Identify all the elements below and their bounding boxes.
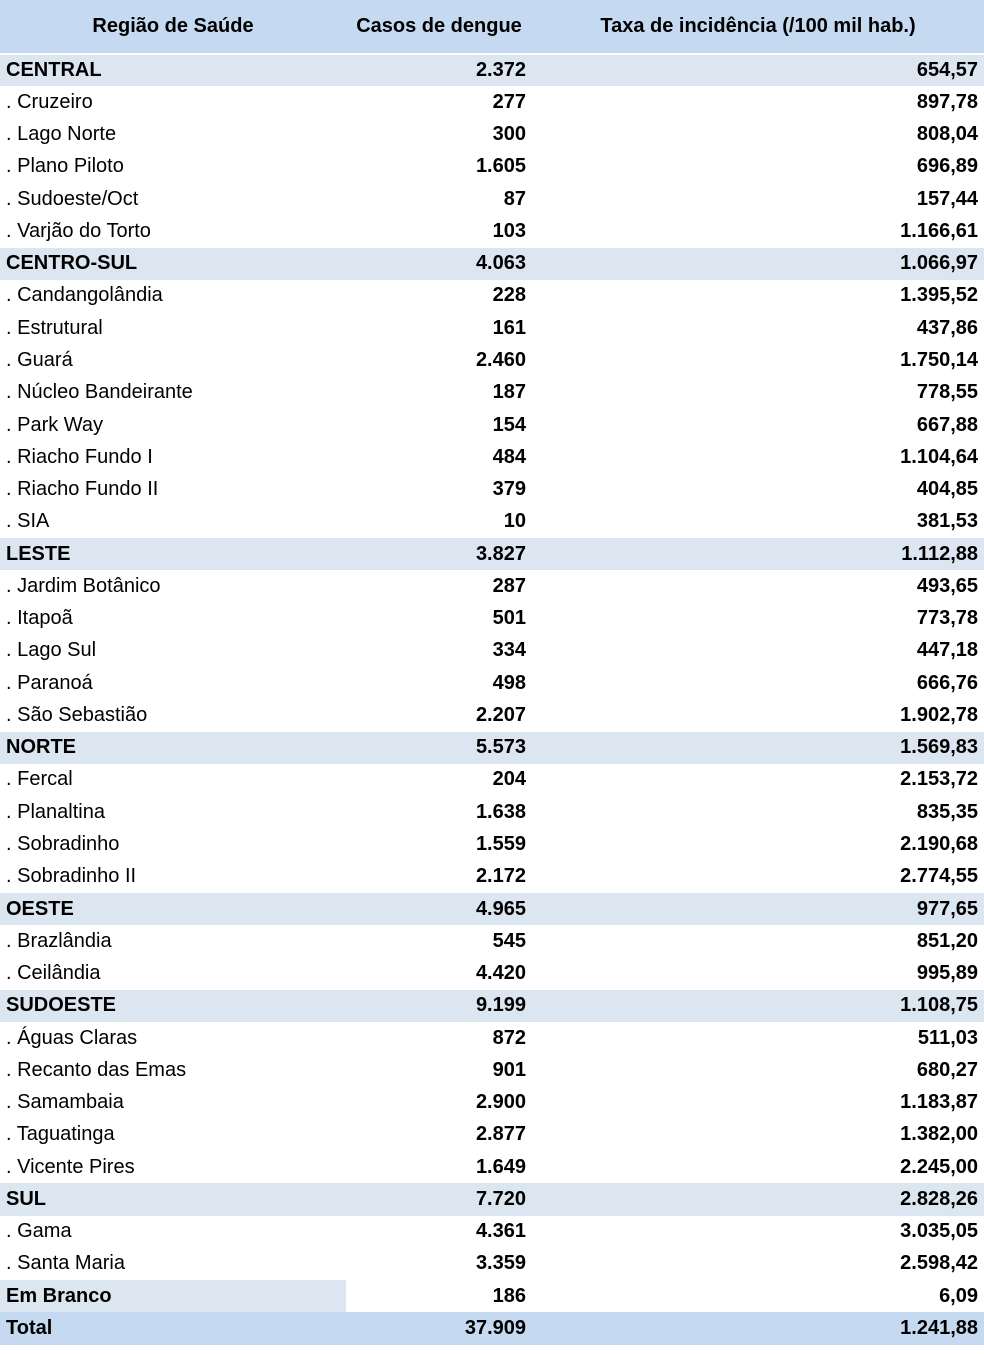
cell-region: CENTRO-SUL <box>6 252 138 275</box>
cell-cases: 5.573 <box>475 736 526 759</box>
table-row <box>0 635 984 667</box>
cell-rate: 437,86 <box>916 316 978 339</box>
cell-rate: 404,85 <box>916 478 978 501</box>
cell-rate: 381,53 <box>916 510 978 533</box>
table-row <box>0 151 984 183</box>
cell-region: SUDOESTE <box>6 994 117 1017</box>
cell-cases: 7.720 <box>475 1187 526 1210</box>
cell-cases: 379 <box>492 478 526 501</box>
cell-region: CENTRAL <box>6 59 102 82</box>
cell-rate: 696,89 <box>916 155 978 178</box>
cell-region: OESTE <box>6 897 74 920</box>
cell-rate: 1.112,88 <box>901 542 978 565</box>
cell-rate: 977,65 <box>916 897 978 920</box>
cell-rate: 157,44 <box>916 187 978 210</box>
cell-cases: 228 <box>492 284 526 307</box>
header-rate: Taxa de incidência (/100 mil hab.) <box>532 0 984 54</box>
cell-rate: 654,57 <box>916 59 978 82</box>
cell-region: SUL <box>6 1187 46 1210</box>
cell-cases: 2.172 <box>475 865 526 888</box>
cell-rate: 995,89 <box>916 962 978 985</box>
table-row <box>0 86 984 118</box>
cell-region: . Cruzeiro <box>6 90 93 113</box>
cell-cases: 161 <box>492 316 526 339</box>
table-row <box>0 377 984 409</box>
header-region: Região de Saúde <box>0 0 346 54</box>
cell-cases: 103 <box>492 219 526 242</box>
table-row <box>0 603 984 635</box>
cell-region: . Paranoá <box>6 671 93 694</box>
cell-cases: 501 <box>492 607 526 630</box>
cell-region: . Gama <box>6 1220 72 1243</box>
table-row <box>0 473 984 505</box>
table-row <box>0 699 984 731</box>
cell-region: Total <box>6 1316 53 1339</box>
cell-region: . Sudoeste/Oct <box>6 187 139 210</box>
cell-region: . Riacho Fundo I <box>6 445 153 468</box>
table-row <box>0 538 984 570</box>
cell-region: . Lago Sul <box>6 639 97 662</box>
cell-rate: 3.035,05 <box>900 1220 978 1243</box>
cell-rate: 2.598,42 <box>900 1252 978 1275</box>
table-row <box>0 1054 984 1086</box>
cell-region: . Planaltina <box>6 800 105 823</box>
cell-region: . Plano Piloto <box>6 155 124 178</box>
table-row <box>0 1151 984 1183</box>
cell-region: . Riacho Fundo II <box>6 478 159 501</box>
cell-rate: 1.382,00 <box>900 1123 978 1146</box>
cell-region: . Fercal <box>6 768 73 791</box>
cell-region: . Park Way <box>6 413 104 436</box>
cell-cases: 87 <box>503 187 526 210</box>
table-row <box>0 1216 984 1248</box>
table-row <box>0 732 984 764</box>
cell-cases: 187 <box>492 381 526 404</box>
cell-cases: 872 <box>492 1026 526 1049</box>
cell-rate: 1.183,87 <box>900 1091 978 1114</box>
cell-rate: 6,09 <box>939 1284 978 1307</box>
cell-rate: 1.241,88 <box>900 1316 978 1339</box>
cell-rate: 2.245,00 <box>900 1155 978 1178</box>
table-row <box>0 1119 984 1151</box>
table-row <box>0 506 984 538</box>
cell-region: . Recanto das Emas <box>6 1058 187 1081</box>
cell-rate: 1.066,97 <box>900 252 978 275</box>
cell-region: . Sobradinho II <box>6 865 137 888</box>
cell-region: Em Branco <box>0 1280 346 1312</box>
table-header <box>0 0 984 54</box>
cell-region: LESTE <box>6 542 71 565</box>
table-row <box>0 667 984 699</box>
table-row <box>0 183 984 215</box>
table-row <box>0 441 984 473</box>
table-row <box>0 280 984 312</box>
table-row <box>0 312 984 344</box>
cell-rate: 447,18 <box>916 639 978 662</box>
cell-region: . Ceilândia <box>6 962 101 985</box>
cell-cases: 3.359 <box>475 1252 526 1275</box>
table-row <box>0 796 984 828</box>
cell-rate: 2.153,72 <box>900 768 978 791</box>
cell-cases: 9.199 <box>475 994 526 1017</box>
cell-cases: 4.063 <box>475 252 526 275</box>
cell-cases: 498 <box>492 671 526 694</box>
cell-rate: 1.395,52 <box>900 284 978 307</box>
cell-rate: 667,88 <box>916 413 978 436</box>
cell-rate: 808,04 <box>916 123 978 146</box>
cell-cases: 484 <box>492 445 526 468</box>
cell-cases: 10 <box>503 510 526 533</box>
cell-region: . Brazlândia <box>6 929 112 952</box>
cell-rate: 511,03 <box>917 1026 978 1049</box>
table-body <box>0 54 984 1345</box>
cell-cases: 37.909 <box>464 1316 526 1339</box>
cell-region: . Candangolândia <box>6 284 163 307</box>
cell-cases: 2.877 <box>475 1123 526 1146</box>
header-cases: Casos de dengue <box>346 0 532 54</box>
cell-rate: 493,65 <box>916 574 978 597</box>
table-row <box>0 1087 984 1119</box>
table-row <box>0 828 984 860</box>
cell-cases: 1.559 <box>475 833 526 855</box>
cell-cases: 154 <box>492 413 526 436</box>
cell-rate: 2.190,68 <box>900 833 978 855</box>
cell-cases: 2.207 <box>475 703 526 726</box>
cell-cases: 277 <box>492 90 526 113</box>
table-row <box>0 1183 984 1215</box>
cell-rate: 1.569,83 <box>900 736 978 759</box>
cell-rate: 2.828,26 <box>900 1187 978 1210</box>
cell-rate: 778,55 <box>916 381 978 404</box>
table-row <box>0 957 984 989</box>
cell-cases: 2.900 <box>475 1091 526 1114</box>
table-row <box>0 119 984 151</box>
table-row <box>0 1022 984 1054</box>
cell-region: NORTE <box>6 736 76 759</box>
table-row <box>0 248 984 280</box>
table-row <box>0 861 984 893</box>
cell-region: . Santa Maria <box>6 1252 125 1275</box>
cell-rate: 1.166,61 <box>900 219 978 242</box>
cell-region: . SIA <box>6 510 50 533</box>
cell-rate: 1.104,64 <box>900 445 978 468</box>
cell-region: . Sobradinho <box>6 833 120 855</box>
table-row <box>0 990 984 1022</box>
cell-region: . Núcleo Bandeirante <box>6 381 193 404</box>
table-row <box>0 1280 984 1312</box>
cell-region: . Guará <box>6 349 73 372</box>
cell-cases: 4.361 <box>475 1220 526 1243</box>
cell-region: . Águas Claras <box>6 1026 138 1049</box>
cell-rate: 773,78 <box>916 607 978 630</box>
cell-region: . Samambaia <box>6 1091 124 1114</box>
cell-cases: 901 <box>492 1058 526 1081</box>
cell-cases: 204 <box>492 768 526 791</box>
cell-cases: 300 <box>492 123 526 146</box>
cell-cases: 4.420 <box>475 962 526 985</box>
cell-rate: 2.774,55 <box>900 865 978 888</box>
cell-rate: 1.902,78 <box>900 703 978 726</box>
cell-cases: 1.638 <box>475 800 526 823</box>
cell-region: . Estrutural <box>6 316 103 339</box>
cell-rate: 835,35 <box>916 800 978 823</box>
cell-cases: 1.605 <box>475 155 526 178</box>
table-row <box>0 764 984 796</box>
table-row <box>0 925 984 957</box>
cell-region: . Jardim Botânico <box>6 574 161 597</box>
cell-cases: 1.649 <box>475 1155 526 1178</box>
cell-region: . Taguatinga <box>6 1123 115 1146</box>
cell-cases: 3.827 <box>475 542 526 565</box>
cell-cases: 545 <box>492 929 526 952</box>
cell-region: . Vicente Pires <box>6 1155 135 1178</box>
table-row <box>0 893 984 925</box>
table-row <box>0 54 984 86</box>
table-row <box>0 570 984 602</box>
cell-rate: 1.750,14 <box>900 349 978 372</box>
cell-region: . Itapoã <box>6 607 73 630</box>
cell-region: . São Sebastião <box>6 703 148 726</box>
cell-cases: 2.460 <box>475 349 526 372</box>
table-row <box>0 1312 984 1344</box>
cell-cases: 186 <box>492 1284 526 1307</box>
cell-cases: 2.372 <box>475 59 526 82</box>
cell-rate: 897,78 <box>916 90 978 113</box>
cell-region: . Varjão do Torto <box>6 219 151 242</box>
table-row <box>0 215 984 247</box>
cell-rate: 680,27 <box>916 1058 978 1081</box>
cell-rate: 1.108,75 <box>900 994 978 1017</box>
cell-region: . Lago Norte <box>6 123 117 146</box>
table-row <box>0 1248 984 1280</box>
cell-cases: 4.965 <box>475 897 526 920</box>
table-row <box>0 344 984 376</box>
cell-cases: 287 <box>492 574 526 597</box>
cell-rate: 666,76 <box>916 671 978 694</box>
table-row <box>0 409 984 441</box>
cell-rate: 851,20 <box>916 929 978 952</box>
cell-cases: 334 <box>492 639 526 662</box>
